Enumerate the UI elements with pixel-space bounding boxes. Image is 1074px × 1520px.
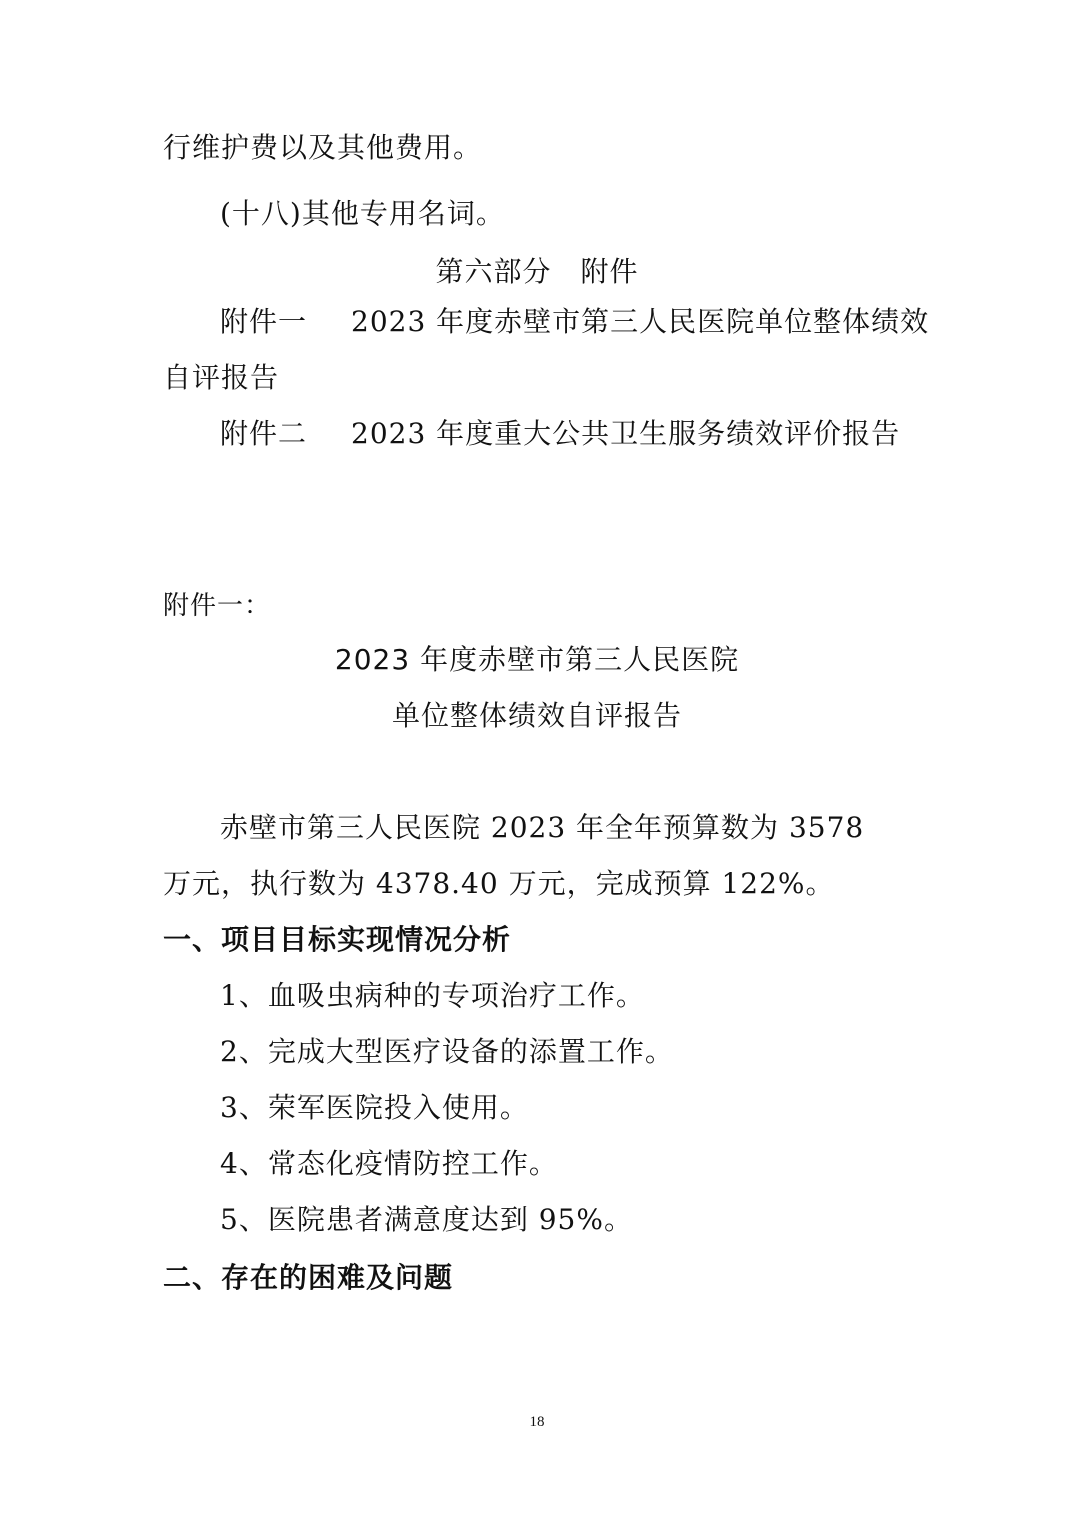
- attachment-1-label: 附件一: [220, 305, 308, 338]
- paragraph-continuation: 行维护费以及其他费用。: [163, 131, 483, 164]
- attachment-1-title: 2023 年度赤壁市第三人民医院单位整体绩效: [351, 305, 930, 338]
- attachment-2-title: 2023 年度重大公共卫生服务绩效评价报告: [351, 417, 901, 450]
- heading-goals: 一、项目目标实现情况分析: [163, 923, 512, 956]
- goal-item-4: 4、常态化疫情防控工作。: [220, 1147, 558, 1180]
- report-title-line-1: 2023 年度赤壁市第三人民医院: [334, 643, 740, 676]
- list-item-18: (十八)其他专用名词。: [220, 197, 505, 230]
- page-number: 18: [529, 1414, 545, 1430]
- attachment-1-header: 附件一：: [163, 591, 272, 621]
- goal-item-3: 3、荣军医院投入使用。: [220, 1091, 529, 1124]
- intro-paragraph-line-1: 赤壁市第三人民医院 2023 年全年预算数为 3578: [220, 811, 865, 844]
- attachment-2-label: 附件二: [220, 417, 308, 450]
- attachment-2-line: [220, 416, 900, 452]
- goal-item-1: 1、血吸虫病种的专项治疗工作。: [220, 979, 645, 1012]
- intro-paragraph-line-2: 万元，执行数为 4378.40 万元，完成预算 122%。: [163, 867, 835, 900]
- report-title-line-2: 单位整体绩效自评报告: [391, 699, 682, 732]
- heading-problems: 二、存在的困难及问题: [163, 1261, 454, 1294]
- goal-item-5: 5、医院患者满意度达到 95%。: [220, 1203, 633, 1236]
- attachment-1-line: [220, 304, 929, 340]
- section-title: 第六部分 附件: [435, 255, 639, 288]
- attachment-1-title-cont: 自评报告: [163, 361, 280, 394]
- goal-item-2: 2、完成大型医疗设备的添置工作。: [220, 1035, 674, 1068]
